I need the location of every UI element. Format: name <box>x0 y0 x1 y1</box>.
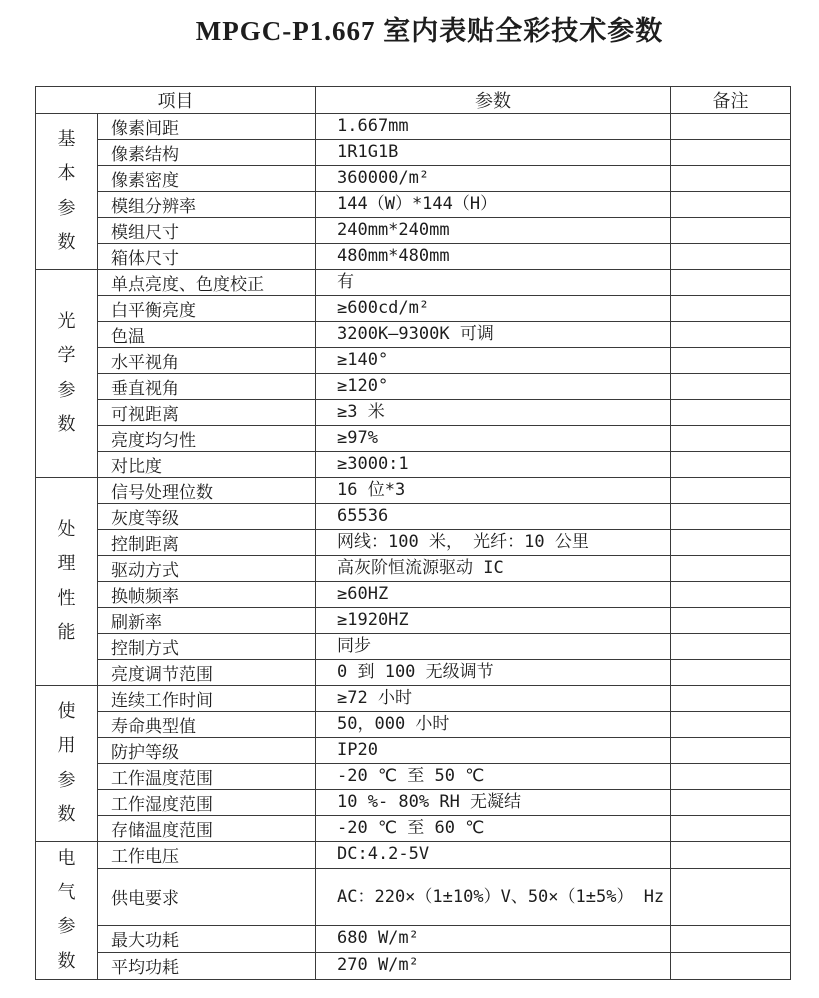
item-cell: 灰度等级 <box>98 504 316 530</box>
table-row <box>36 868 791 925</box>
remark-cell <box>671 452 791 478</box>
item-cell: 模组分辨率 <box>98 192 316 218</box>
remark-cell <box>671 114 791 140</box>
param-cell: 50，000 小时 <box>316 712 671 738</box>
item-cell: 对比度 <box>98 452 316 478</box>
item-cell: 控制方式 <box>98 634 316 660</box>
remark-cell <box>671 322 791 348</box>
item-cell: 最大功耗 <box>98 925 316 952</box>
remark-cell <box>671 478 791 504</box>
table-row <box>36 478 791 504</box>
remark-cell <box>671 790 791 816</box>
table-row <box>36 634 791 660</box>
remark-cell <box>671 348 791 374</box>
remark-cell <box>671 686 791 712</box>
param-cell: 144（W）*144（H） <box>316 192 671 218</box>
remark-cell <box>671 166 791 192</box>
param-cell: ≥120° <box>316 374 671 400</box>
table-row <box>36 114 791 140</box>
table-row <box>36 925 791 952</box>
remark-cell <box>671 426 791 452</box>
remark-cell <box>671 842 791 869</box>
table-row <box>36 608 791 634</box>
table-row <box>36 452 791 478</box>
table-row <box>36 556 791 582</box>
item-cell: 寿命典型值 <box>98 712 316 738</box>
table-row <box>36 952 791 979</box>
group-cell: 使 用 参 数 <box>36 686 98 842</box>
table-row <box>36 140 791 166</box>
param-cell: -20 ℃ 至 60 ℃ <box>316 816 671 842</box>
item-cell: 存储温度范围 <box>98 816 316 842</box>
table-row <box>36 400 791 426</box>
remark-cell <box>671 816 791 842</box>
header-row <box>36 87 791 114</box>
item-cell: 平均功耗 <box>98 952 316 979</box>
table-row <box>36 582 791 608</box>
param-cell: ≥600cd/m² <box>316 296 671 322</box>
group-cell: 处 理 性 能 <box>36 478 98 686</box>
param-cell: 0 到 100 无级调节 <box>316 660 671 686</box>
table-row <box>36 764 791 790</box>
table-row <box>36 738 791 764</box>
remark-cell <box>671 504 791 530</box>
remark-cell <box>671 925 791 952</box>
remark-cell <box>671 140 791 166</box>
remark-cell <box>671 608 791 634</box>
item-cell: 刷新率 <box>98 608 316 634</box>
item-cell: 防护等级 <box>98 738 316 764</box>
param-cell: 网线：100 米， 光纤：10 公里 <box>316 530 671 556</box>
table-row <box>36 686 791 712</box>
item-cell: 工作湿度范围 <box>98 790 316 816</box>
table-row <box>36 296 791 322</box>
item-cell: 白平衡亮度 <box>98 296 316 322</box>
item-cell: 亮度均匀性 <box>98 426 316 452</box>
param-cell: ≥60HZ <box>316 582 671 608</box>
item-cell: 供电要求 <box>98 868 316 925</box>
table-body <box>36 114 791 980</box>
item-cell: 亮度调节范围 <box>98 660 316 686</box>
table-row <box>36 322 791 348</box>
param-cell: DC:4.2-5V <box>316 842 671 869</box>
table-row <box>36 244 791 270</box>
group-cell: 光 学 参 数 <box>36 270 98 478</box>
remark-cell <box>671 374 791 400</box>
header-item: 项目 <box>36 87 316 114</box>
param-cell: 同步 <box>316 634 671 660</box>
remark-cell <box>671 868 791 925</box>
table-row <box>36 270 791 296</box>
remark-cell <box>671 530 791 556</box>
item-cell: 连续工作时间 <box>98 686 316 712</box>
table-row <box>36 218 791 244</box>
item-cell: 箱体尺寸 <box>98 244 316 270</box>
remark-cell <box>671 556 791 582</box>
table-row <box>36 166 791 192</box>
remark-cell <box>671 712 791 738</box>
param-cell: 有 <box>316 270 671 296</box>
remark-cell <box>671 634 791 660</box>
item-cell: 信号处理位数 <box>98 478 316 504</box>
table-row <box>36 816 791 842</box>
table-row <box>36 842 791 869</box>
param-cell: -20 ℃ 至 50 ℃ <box>316 764 671 790</box>
param-cell: ≥3000:1 <box>316 452 671 478</box>
item-cell: 可视距离 <box>98 400 316 426</box>
param-cell: AC：220×（1±10%）V、50×（1±5%） Hz <box>316 868 671 925</box>
item-cell: 控制距离 <box>98 530 316 556</box>
param-cell: 65536 <box>316 504 671 530</box>
group-cell: 电 气 参 数 <box>36 842 98 980</box>
param-cell: 1.667mm <box>316 114 671 140</box>
param-cell: 680 W/m² <box>316 925 671 952</box>
remark-cell <box>671 270 791 296</box>
remark-cell <box>671 952 791 979</box>
group-cell: 基 本 参 数 <box>36 114 98 270</box>
header-remark: 备注 <box>671 87 791 114</box>
param-cell: 10 %- 80% RH 无凝结 <box>316 790 671 816</box>
table-row <box>36 660 791 686</box>
spec-table <box>35 86 791 980</box>
table-row <box>36 530 791 556</box>
param-cell: 240mm*240mm <box>316 218 671 244</box>
remark-cell <box>671 738 791 764</box>
param-cell: 1R1G1B <box>316 140 671 166</box>
param-cell: ≥3 米 <box>316 400 671 426</box>
param-cell: IP20 <box>316 738 671 764</box>
param-cell: 高灰阶恒流源驱动 IC <box>316 556 671 582</box>
param-cell: ≥72 小时 <box>316 686 671 712</box>
table-row <box>36 192 791 218</box>
param-cell: ≥140° <box>316 348 671 374</box>
param-cell: 480mm*480mm <box>316 244 671 270</box>
remark-cell <box>671 660 791 686</box>
item-cell: 色温 <box>98 322 316 348</box>
item-cell: 水平视角 <box>98 348 316 374</box>
page-title: MPGC-P1.667 室内表贴全彩技术参数 <box>195 16 664 46</box>
item-cell: 像素结构 <box>98 140 316 166</box>
remark-cell <box>671 582 791 608</box>
remark-cell <box>671 244 791 270</box>
param-cell: 360000/m² <box>316 166 671 192</box>
param-cell: 16 位*3 <box>316 478 671 504</box>
param-cell: 3200K—9300K 可调 <box>316 322 671 348</box>
remark-cell <box>671 192 791 218</box>
param-cell: ≥97% <box>316 426 671 452</box>
item-cell: 工作电压 <box>98 842 316 869</box>
remark-cell <box>671 296 791 322</box>
item-cell: 驱动方式 <box>98 556 316 582</box>
table-row <box>36 504 791 530</box>
item-cell: 单点亮度、色度校正 <box>98 270 316 296</box>
item-cell: 模组尺寸 <box>98 218 316 244</box>
item-cell: 换帧频率 <box>98 582 316 608</box>
item-cell: 像素间距 <box>98 114 316 140</box>
param-cell: ≥1920HZ <box>316 608 671 634</box>
table-row <box>36 374 791 400</box>
item-cell: 像素密度 <box>98 166 316 192</box>
param-cell: 270 W/m² <box>316 952 671 979</box>
table-row <box>36 790 791 816</box>
table-row <box>36 712 791 738</box>
item-cell: 垂直视角 <box>98 374 316 400</box>
header-param: 参数 <box>316 87 671 114</box>
table-row <box>36 348 791 374</box>
remark-cell <box>671 764 791 790</box>
remark-cell <box>671 400 791 426</box>
table-row <box>36 426 791 452</box>
remark-cell <box>671 218 791 244</box>
item-cell: 工作温度范围 <box>98 764 316 790</box>
